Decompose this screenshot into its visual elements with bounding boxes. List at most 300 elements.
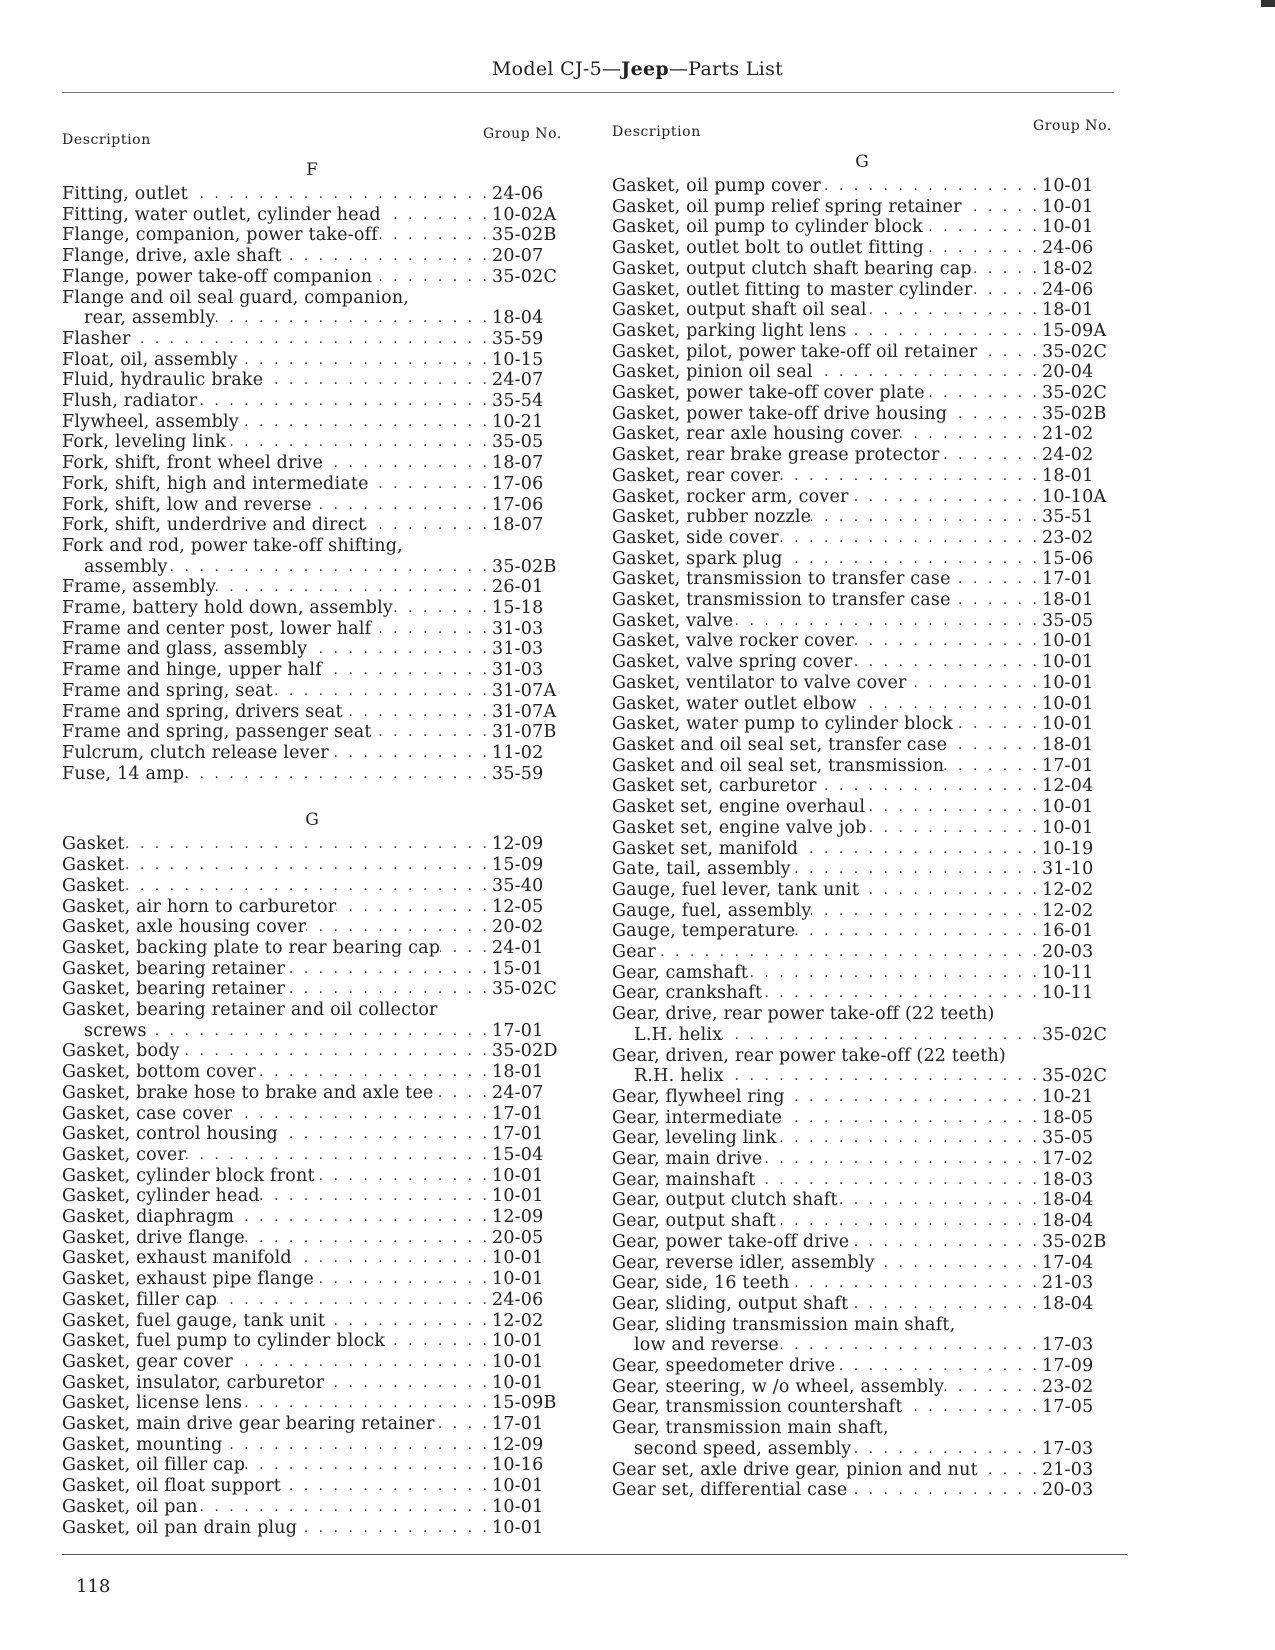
index-entry bbox=[62, 1021, 562, 1042]
dot-leader bbox=[813, 362, 1042, 383]
index-entry bbox=[62, 329, 562, 350]
index-entry bbox=[612, 445, 1112, 466]
entry-description: Gasket, oil filler cap bbox=[62, 1455, 246, 1476]
index-entry bbox=[62, 1104, 562, 1125]
dot-leader bbox=[125, 855, 492, 876]
index-entry bbox=[612, 756, 1112, 777]
index-entry bbox=[612, 963, 1112, 984]
group-number: 17-06 bbox=[492, 473, 544, 494]
entry-description: Gasket, fuel gauge, tank unit bbox=[62, 1310, 326, 1331]
index-entry bbox=[612, 818, 1112, 839]
index-entry bbox=[62, 350, 562, 371]
group-number: 10-01 bbox=[492, 1372, 544, 1393]
index-entry bbox=[612, 404, 1112, 425]
entry-description: Frame and spring, passenger seat bbox=[62, 722, 372, 743]
entry-description: Gasket, exhaust manifold bbox=[62, 1248, 292, 1269]
dot-leader bbox=[791, 859, 1042, 880]
section-letter: F bbox=[306, 160, 318, 180]
dot-leader bbox=[371, 619, 492, 640]
index-entry bbox=[612, 1397, 1112, 1418]
entry-description: Gasket, power take-off drive housing bbox=[612, 403, 948, 424]
dot-leader bbox=[197, 391, 492, 412]
entry-description: Frame and glass, assembly bbox=[62, 639, 308, 660]
entry-description: Gasket bbox=[62, 834, 125, 855]
entry-description: Gasket, brake hose to brake and axle tee bbox=[62, 1082, 434, 1103]
entry-description-continued: low and reverse bbox=[634, 1335, 779, 1356]
index-entry bbox=[62, 515, 562, 536]
entry-description: Gear, crankshaft bbox=[612, 983, 763, 1004]
dot-leader bbox=[343, 702, 492, 723]
entry-description: Flange, power take-off companion bbox=[62, 266, 373, 287]
index-entry bbox=[612, 1232, 1112, 1253]
entry-description: Gasket, exhaust pipe flange bbox=[62, 1269, 314, 1290]
dot-leader bbox=[256, 1062, 492, 1083]
entry-description: Fork, shift, low and reverse bbox=[62, 494, 312, 515]
index-entry bbox=[62, 1207, 562, 1228]
entry-description: Gasket, insulator, carburetor bbox=[62, 1372, 325, 1393]
entry-description: Gasket, license lens bbox=[62, 1393, 243, 1414]
dot-leader bbox=[907, 673, 1042, 694]
dot-leader bbox=[867, 300, 1042, 321]
entry-description: Gasket, oil pan drain plug bbox=[62, 1517, 298, 1538]
left-column-header bbox=[62, 126, 562, 152]
index-entry bbox=[62, 722, 562, 743]
entry-description: Gear, main drive bbox=[612, 1149, 763, 1170]
dot-leader bbox=[168, 557, 492, 578]
index-entry bbox=[612, 942, 1112, 963]
entry-description: Gear, output shaft bbox=[612, 1211, 777, 1232]
dot-leader bbox=[234, 1207, 492, 1228]
dot-leader bbox=[848, 1480, 1043, 1501]
dot-leader bbox=[838, 1190, 1042, 1211]
index-entry bbox=[62, 979, 562, 1000]
group-number: 35-02B bbox=[1042, 403, 1107, 424]
entry-description: Gasket, gear cover bbox=[62, 1351, 233, 1372]
index-entry bbox=[62, 1476, 562, 1497]
entry-description: Flange, drive, axle shaft bbox=[62, 246, 282, 267]
group-number: 10-15 bbox=[492, 349, 544, 370]
index-entry bbox=[612, 238, 1112, 259]
index-entry bbox=[62, 370, 562, 391]
index-entry bbox=[612, 1025, 1112, 1046]
index-entry bbox=[62, 681, 562, 702]
group-heading: Group No. bbox=[482, 126, 562, 142]
entry-description: Gasket, bottom cover bbox=[62, 1062, 256, 1083]
dot-leader bbox=[779, 528, 1042, 549]
entry-description: Gear, reverse idler, assembly bbox=[612, 1252, 875, 1273]
dot-leader bbox=[372, 722, 492, 743]
entry-description: Gear, sliding, output shaft bbox=[612, 1293, 849, 1314]
dot-leader bbox=[325, 1311, 492, 1332]
group-number: 18-04 bbox=[492, 308, 544, 329]
group-number: 12-02 bbox=[1042, 879, 1094, 900]
entry-description: Gasket and oil seal set, transfer case bbox=[612, 734, 948, 755]
dot-leader bbox=[875, 1253, 1042, 1274]
dot-leader bbox=[817, 776, 1042, 797]
group-number: 24-06 bbox=[1042, 238, 1094, 259]
group-number: 10-01 bbox=[492, 1165, 544, 1186]
group-number: 35-02C bbox=[492, 979, 558, 1000]
index-entry bbox=[62, 834, 562, 855]
group-number: 15-04 bbox=[492, 1144, 544, 1165]
index-entry bbox=[612, 1108, 1112, 1129]
index-entry bbox=[62, 598, 562, 619]
index-entry bbox=[62, 855, 562, 876]
entry-description: Fitting, outlet bbox=[62, 184, 188, 204]
index-entry bbox=[62, 225, 562, 246]
entry-description: Gasket, cover bbox=[62, 1144, 187, 1165]
entry-description: Gear, speedometer drive bbox=[612, 1356, 836, 1377]
group-number: 20-03 bbox=[1042, 942, 1094, 963]
entry-description: Gasket, rear brake grease protector bbox=[612, 445, 940, 466]
group-number: 17-03 bbox=[1042, 1438, 1094, 1459]
entry-description: Gasket, valve spring cover bbox=[612, 652, 853, 673]
entry-description: Gasket, output clutch shaft bearing cap bbox=[612, 258, 972, 279]
index-entry bbox=[612, 839, 1112, 860]
dot-leader bbox=[782, 1108, 1042, 1129]
dot-leader bbox=[242, 1393, 492, 1414]
index-entry bbox=[62, 412, 562, 433]
entry-description: Gasket, parking light lens bbox=[612, 320, 847, 341]
group-number: 10-01 bbox=[492, 1269, 544, 1290]
group-number: 12-04 bbox=[1042, 776, 1094, 797]
dot-leader bbox=[125, 834, 492, 855]
dot-leader bbox=[867, 818, 1042, 839]
index-entry bbox=[62, 619, 562, 640]
dot-leader bbox=[821, 176, 1042, 197]
entry-description: Gasket, cylinder head bbox=[62, 1186, 260, 1207]
group-number: 10-16 bbox=[492, 1455, 544, 1476]
index-entry bbox=[62, 1497, 562, 1518]
group-number: 15-01 bbox=[492, 958, 544, 979]
entry-description: Gasket, pinion oil seal bbox=[612, 362, 813, 383]
index-entry bbox=[62, 764, 562, 785]
index-entry bbox=[62, 184, 562, 205]
dot-leader bbox=[365, 515, 492, 536]
index-entry bbox=[612, 1087, 1112, 1108]
entry-description: Gauge, fuel, assembly bbox=[612, 900, 812, 921]
entry-description: Gasket and oil seal set, transmission bbox=[612, 755, 945, 776]
right-sections bbox=[612, 148, 1112, 1501]
dot-leader bbox=[944, 756, 1042, 777]
dot-leader bbox=[953, 714, 1042, 735]
index-entry bbox=[612, 300, 1112, 321]
group-number: 10-01 bbox=[492, 1476, 544, 1497]
entry-description: Gasket, air horn to carburetor bbox=[62, 896, 337, 917]
edge-mark bbox=[1261, 0, 1275, 7]
index-entry bbox=[62, 938, 562, 959]
group-number: 10-01 bbox=[1042, 714, 1094, 735]
entry-description: Frame and spring, seat bbox=[62, 680, 273, 701]
index-entry bbox=[612, 859, 1112, 880]
index-entry bbox=[62, 1455, 562, 1476]
index-entry bbox=[612, 176, 1112, 197]
index-entry bbox=[612, 776, 1112, 797]
dot-leader bbox=[762, 1149, 1042, 1170]
dot-leader bbox=[780, 466, 1042, 487]
group-number: 31-07A bbox=[492, 701, 557, 722]
group-number: 10-01 bbox=[492, 1517, 544, 1538]
group-number: 17-03 bbox=[1042, 1335, 1094, 1356]
group-number: 31-03 bbox=[492, 618, 544, 639]
entry-description: Gasket, filler cap bbox=[62, 1289, 218, 1310]
group-number: 17-04 bbox=[1042, 1252, 1094, 1273]
index-entry bbox=[612, 1253, 1112, 1274]
group-number: 18-04 bbox=[1042, 1293, 1094, 1314]
index-entry bbox=[62, 453, 562, 474]
entry-description: Frame and center post, lower half bbox=[62, 618, 372, 639]
entry-description: Gear set, axle drive gear, pinion and nut bbox=[612, 1459, 978, 1480]
group-number: 10-01 bbox=[1042, 797, 1094, 818]
group-number: 35-05 bbox=[1042, 1128, 1094, 1149]
description-heading: Description bbox=[62, 132, 151, 148]
entry-description-continued: assembly bbox=[84, 556, 168, 577]
dot-leader bbox=[381, 205, 492, 226]
group-number: 12-02 bbox=[492, 1310, 544, 1331]
entry-description: Fork, shift, underdrive and direct bbox=[62, 515, 366, 536]
group-number: 24-06 bbox=[1042, 279, 1094, 300]
entry-description: Gear, drive, rear power take-off (22 teeth) bbox=[612, 1004, 995, 1025]
index-entry bbox=[612, 611, 1112, 632]
dot-leader bbox=[297, 1518, 492, 1539]
group-number: 21-02 bbox=[1042, 424, 1094, 445]
group-number: 10-01 bbox=[1042, 693, 1094, 714]
entry-description: Gear, flywheel ring bbox=[612, 1086, 785, 1107]
group-number: 35-02C bbox=[1042, 383, 1108, 404]
dot-leader bbox=[789, 1273, 1042, 1294]
entry-description: Gear, steering, w /o wheel, assembly bbox=[612, 1376, 945, 1397]
dot-leader bbox=[851, 1439, 1042, 1460]
entry-description: Flange and oil seal guard, companion, bbox=[62, 287, 410, 308]
group-number: 15-06 bbox=[1042, 548, 1094, 569]
group-number: 35-54 bbox=[492, 391, 544, 412]
index-entry bbox=[612, 1190, 1112, 1211]
entry-description: Gasket, ventilator to valve cover bbox=[612, 672, 907, 693]
group-number: 20-05 bbox=[492, 1227, 544, 1248]
index-entry bbox=[612, 1356, 1112, 1377]
dot-leader bbox=[263, 370, 492, 391]
group-number: 18-04 bbox=[1042, 1211, 1094, 1232]
index-entry bbox=[62, 1186, 562, 1207]
dot-leader bbox=[785, 1087, 1042, 1108]
entry-description: Flywheel, assembly bbox=[62, 411, 239, 432]
dot-leader bbox=[854, 631, 1042, 652]
entry-description: Gear, intermediate bbox=[612, 1107, 783, 1128]
index-entry bbox=[62, 876, 562, 897]
entry-description: Flush, radiator bbox=[62, 391, 198, 412]
index-entry bbox=[612, 735, 1112, 756]
group-number: 17-01 bbox=[492, 1414, 544, 1435]
entry-description: Gasket, fuel pump to cylinder block bbox=[62, 1331, 386, 1352]
group-number: 10-11 bbox=[1042, 962, 1094, 983]
group-number: 10-01 bbox=[492, 1186, 544, 1207]
entry-description: Gasket, cylinder block front bbox=[62, 1165, 315, 1186]
index-entry bbox=[612, 217, 1112, 238]
index-entry bbox=[612, 1460, 1112, 1481]
dot-leader bbox=[186, 1145, 492, 1166]
entry-description: Gear bbox=[612, 942, 656, 963]
entry-description: Gasket, control housing bbox=[62, 1124, 278, 1145]
entry-description: Gear, power take-off drive bbox=[612, 1231, 850, 1252]
group-number: 10-01 bbox=[1042, 817, 1094, 838]
dot-leader bbox=[285, 959, 492, 980]
index-entry bbox=[62, 1373, 562, 1394]
entry-description: Fluid, hydraulic brake bbox=[62, 370, 264, 391]
dot-leader bbox=[656, 942, 1042, 963]
index-entry bbox=[62, 474, 562, 495]
group-number: 31-07A bbox=[492, 680, 557, 701]
entry-description: Gear, leveling link bbox=[612, 1128, 777, 1149]
page-title bbox=[0, 58, 1275, 80]
index-entry bbox=[62, 1124, 562, 1145]
group-number: 10-21 bbox=[1042, 1086, 1094, 1107]
entry-description: Gasket, case cover bbox=[62, 1103, 233, 1124]
dot-leader bbox=[131, 329, 492, 350]
entry-description: Frame, assembly bbox=[62, 577, 217, 598]
index-entry bbox=[612, 590, 1112, 611]
group-number: 10-01 bbox=[1042, 631, 1094, 652]
dot-leader bbox=[125, 876, 492, 897]
left-sections bbox=[62, 156, 562, 1538]
group-number: 18-03 bbox=[1042, 1169, 1094, 1190]
index-entry bbox=[62, 1414, 562, 1435]
entry-description: Gear, sliding transmission main shaft, bbox=[612, 1314, 956, 1335]
dot-leader bbox=[947, 735, 1042, 756]
group-number: 10-01 bbox=[492, 1331, 544, 1352]
dot-leader bbox=[329, 743, 492, 764]
group-number: 24-02 bbox=[1042, 445, 1094, 466]
entry-description: Gasket, power take-off cover plate bbox=[612, 383, 925, 404]
entry-description-continued: rear, assembly bbox=[84, 308, 216, 329]
dot-leader bbox=[245, 1228, 492, 1249]
dot-leader bbox=[260, 1186, 492, 1207]
entry-description: Gasket set, manifold bbox=[612, 838, 799, 859]
entry-description: Gasket set, carburetor bbox=[612, 776, 817, 797]
group-number: 23-02 bbox=[1042, 527, 1094, 548]
dot-leader bbox=[217, 1290, 492, 1311]
dot-leader bbox=[281, 1476, 492, 1497]
group-number: 23-02 bbox=[1042, 1376, 1094, 1397]
entry-description: Gasket, bearing retainer bbox=[62, 979, 286, 1000]
entry-description: Gasket set, engine overhaul bbox=[612, 797, 866, 818]
entry-description: Gasket, bearing retainer bbox=[62, 958, 286, 979]
dot-leader bbox=[798, 839, 1042, 860]
index-entry bbox=[62, 391, 562, 412]
group-number: 35-02B bbox=[492, 225, 557, 246]
dot-leader bbox=[372, 267, 492, 288]
dot-leader bbox=[435, 1414, 492, 1435]
index-entry bbox=[62, 1041, 562, 1062]
index-entry bbox=[612, 694, 1112, 715]
group-number: 10-02A bbox=[492, 204, 557, 225]
index-entry bbox=[612, 1128, 1112, 1149]
dot-leader bbox=[748, 963, 1042, 984]
index-entry bbox=[62, 267, 562, 288]
group-number: 35-59 bbox=[492, 763, 544, 784]
dot-leader bbox=[900, 424, 1042, 445]
group-number: 10-01 bbox=[1042, 652, 1094, 673]
group-number: 12-02 bbox=[1042, 900, 1094, 921]
index-entry bbox=[612, 197, 1112, 218]
dot-leader bbox=[245, 1455, 492, 1476]
section-letter: G bbox=[305, 810, 319, 831]
index-entry bbox=[62, 660, 562, 681]
index-entry bbox=[62, 1393, 562, 1414]
index-entry bbox=[612, 714, 1112, 735]
index-entry bbox=[62, 1352, 562, 1373]
group-number: 18-02 bbox=[1042, 258, 1094, 279]
group-heading: Group No. bbox=[1032, 118, 1112, 134]
entry-description: Gasket, rear axle housing cover bbox=[612, 424, 901, 445]
entry-description: Gasket, backing plate to rear bearing cap bbox=[62, 937, 441, 958]
page-number: 118 bbox=[76, 1576, 111, 1597]
dot-leader bbox=[307, 639, 492, 660]
entry-description: Gauge, fuel lever, tank unit bbox=[612, 879, 860, 900]
entry-description: Gasket, rear cover bbox=[612, 465, 781, 486]
entry-description: Gasket, rubber nozzle bbox=[612, 507, 812, 528]
group-number: 10-11 bbox=[1042, 983, 1094, 1004]
entry-description: Gasket set, engine valve job bbox=[612, 817, 867, 838]
dot-leader bbox=[433, 1083, 492, 1104]
index-entry bbox=[612, 880, 1112, 901]
index-entry bbox=[62, 1518, 562, 1539]
dot-leader bbox=[226, 432, 492, 453]
header-rule bbox=[62, 92, 1114, 93]
group-number: 17-01 bbox=[492, 1124, 544, 1145]
entry-description: Gasket, valve bbox=[612, 610, 734, 631]
dot-leader bbox=[278, 1124, 492, 1145]
group-number: 20-02 bbox=[492, 917, 544, 938]
index-entry bbox=[62, 743, 562, 764]
dot-leader bbox=[315, 1166, 492, 1187]
entry-description: Float, oil, assembly bbox=[62, 349, 238, 370]
dot-leader bbox=[859, 880, 1042, 901]
entry-description: Gasket, axle housing cover bbox=[62, 917, 307, 938]
group-number: 18-07 bbox=[492, 453, 544, 474]
dot-leader bbox=[962, 197, 1042, 218]
dot-leader bbox=[323, 453, 492, 474]
group-number: 10-01 bbox=[1042, 217, 1094, 238]
dot-leader bbox=[811, 901, 1042, 922]
dot-leader bbox=[306, 917, 492, 938]
entry-description-continued: second speed, assembly bbox=[634, 1438, 852, 1459]
dot-leader bbox=[285, 979, 492, 1000]
group-number: 17-06 bbox=[492, 494, 544, 515]
group-number: 18-01 bbox=[492, 1062, 544, 1083]
dot-leader bbox=[322, 660, 492, 681]
left-column bbox=[62, 126, 562, 1538]
group-number: 31-03 bbox=[492, 660, 544, 681]
index-entry bbox=[62, 205, 562, 226]
group-number: 31-10 bbox=[1042, 859, 1094, 880]
dot-leader bbox=[188, 184, 492, 205]
index-entry bbox=[612, 673, 1112, 694]
entry-description: Fork, shift, high and intermediate bbox=[62, 473, 369, 494]
dot-leader bbox=[733, 611, 1042, 632]
group-number: 10-01 bbox=[1042, 672, 1094, 693]
group-number: 12-09 bbox=[492, 834, 544, 855]
entry-description: Gear, mainshaft bbox=[612, 1169, 756, 1190]
entry-description: Gasket, rocker arm, cover bbox=[612, 486, 849, 507]
index-entry bbox=[612, 383, 1112, 404]
group-number: 17-01 bbox=[1042, 755, 1094, 776]
entry-description: Fitting, water outlet, cylinder head bbox=[62, 204, 381, 225]
group-number: 10-19 bbox=[1042, 838, 1094, 859]
group-number: 17-01 bbox=[492, 1020, 544, 1041]
group-number: 17-02 bbox=[1042, 1149, 1094, 1170]
dot-leader bbox=[849, 487, 1042, 508]
entry-description: Gauge, temperature bbox=[612, 921, 796, 942]
